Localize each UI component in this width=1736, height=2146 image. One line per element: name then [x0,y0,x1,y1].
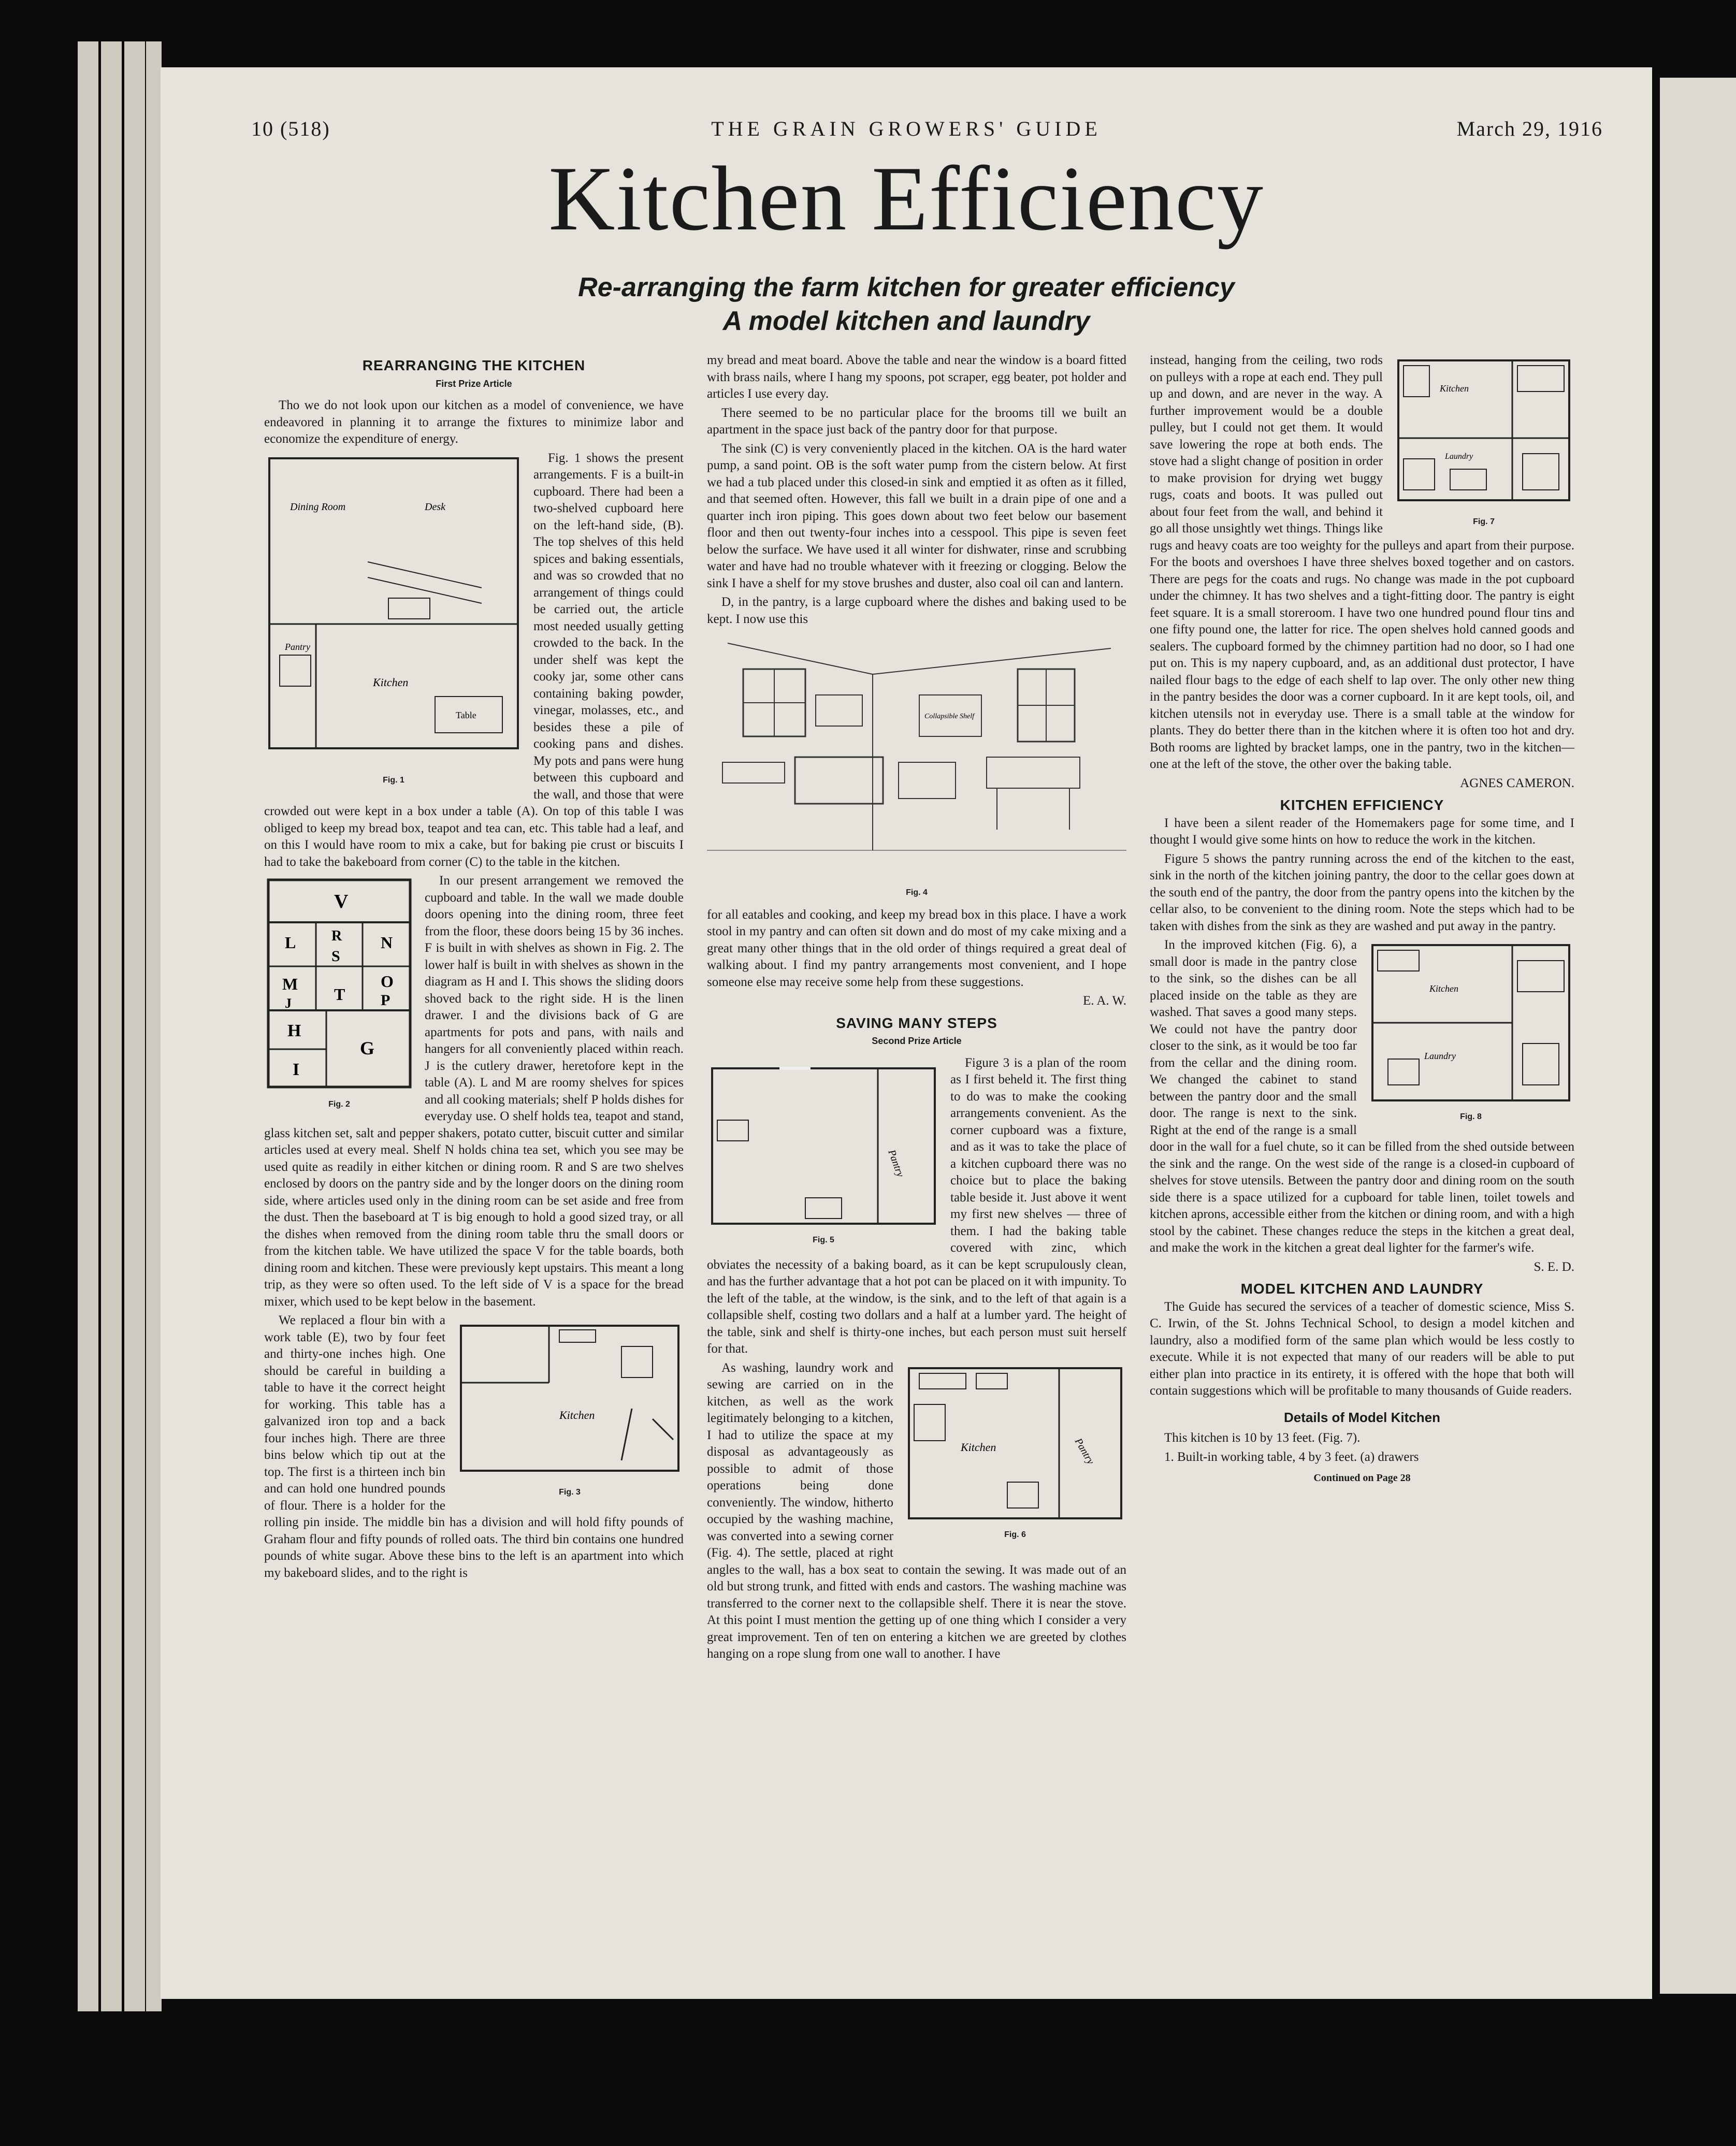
fig8-label-laundry: Laundry [1424,1051,1456,1061]
fig4-kitchen-illustration [707,633,1126,881]
fig2-letter-s: S [331,948,340,965]
paragraph: The Guide has secured the services of a teacher of domestic science, Miss S. C. Irwin, of the St. Johns Technical School, to design a model kitchen and laundry, also a modified form of the same plan which would be less costly to execute. While it is not expected that many of our readers will be able to put either plan into practice in its entirety, it is offered with the hope that both will contain suggestions which will be profitable to many thousands of Guide readers. [1150,1299,1574,1398]
article-heading: KITCHEN EFFICIENCY [1280,797,1444,813]
fig1-label-pantry: Pantry [285,641,310,652]
fig6-floorplan [904,1363,1126,1524]
fig2-letter-g: G [360,1038,375,1058]
fig2-letter-v: V [334,891,349,912]
paragraph: As washing, laundry work and sewing are carried on in the kitchen, as well as the work legitimately belonging to a kitchen, I had to utilize the space at my disposal as advantageously as possible to admit of those operations being done conveniently. The window, hitherto occupied by the washing machine, was converted into a sewing corner (Fig. 4). The settle, placed at right angles to the wall, has a box seat to contain the sewing. It was made out of an old but strong trunk, and fitted with ends and castors. The washing machine was transferred to the corner next to the collapsible shelf. There it is near the stove. At this point I must mention the getting up of one thing which I consider a very great improvement. Ten of ten on entering a kitchen we are greeted by clothes hanging on a rope slung from one wall to another. I have [707,1360,1126,1661]
paragraph: Tho we do not look upon our kitchen as a model of convenience, we have endeavored in planning it to arrange the fixtures to minimize labor and economize the expenditure of energy. [264,398,684,446]
fig1-floorplan [264,453,523,769]
page-edge [146,41,162,2011]
article-heading: MODEL KITCHEN AND LAUNDRY [1240,1281,1484,1297]
fig5-label-pantry: Pantry [886,1148,906,1179]
paragraph: In our present arrangement we removed the cupboard and table. In the wall we made double doors opening into the dining room, three feet from the floor, these doors being 15 by 36 inches. F is built in with shelves as shown in Fig. 2. The lower half is built in with shelves as shown in the diagram as H and I. This shows the sliding doors shoved back to the right side. H is the linen drawer. I and the divisions back of G are apartments for pots and pans, with nails and hangers for all conveniently placed within reach. J is the cutlery drawer, heretofore kept in the table (A). L and M are roomy shelves for spices and all cooking materials; shelf P holds dishes for everyday use. O shelf holds tea, teapot and stand, glass kitchen set, salt and pepper shakers, potato cutter, biscuit cutter and similar articles used at every meal. Shelf N holds china tea set, which you see may be used quite as readily in either kitchen or dining room. R and S are two shelves enclosed by doors on the pantry side and by the longer doors on the dining room side, where articles used only in the dining room can be set aside and free from the dust. Then the baseboard at T is big enough to hold a good sized tray, or all the dishes when removed from the dining room table thru the small doors or from the kitchen table. We have utilized the space V for the table boards, both dining room and kitchen. These were previously kept upstairs. This meant a long trip, as they were so often used. To the left side of V is a space for the bread mixer, which used to be kept below in the basement. [264,874,684,1309]
figure-5 [707,1058,940,1249]
fig2-letter-r: R [331,928,342,944]
fig2-caption: Fig. 2 [328,1100,350,1109]
fig7-label-laundry: Laundry [1445,452,1473,461]
page-edge [101,41,122,2011]
fig2-letter-p: P [381,992,390,1009]
paragraph: D, in the pantry, is a large cupboard where the dishes and baking used to be kept. I now use this [707,595,1126,626]
figure-2 [264,876,414,1113]
figure-7 [1393,355,1574,531]
column-1 [264,352,684,1584]
fig5-floorplan [707,1058,940,1229]
detail-line: This kitchen is 10 by 13 feet. (Fig. 7). [1164,1431,1361,1445]
paragraph: We replaced a flour bin with a work table (E), two by four feet and thirty-one inches high. One should be careful in building a table to have it the correct height for working. This table has a galvanized iron top and a back four inches high. There are three bins below which tip out at the top. The first is a thirteen inch bin and can hold one hundred pounds of flour. There is a holder for the rolling pin inside. The middle bin has a division and will hold fifty pounds of Graham flour and fifty pounds of rolled oats. The third bin contains one hundred pounds of white sugar. Above these bins to the left is an apartment into which my bakeboard slides, and to the right is [264,1313,684,1580]
continued-note: Continued on Page 28 [1313,1472,1411,1484]
fig8-floorplan [1367,940,1574,1106]
paragraph: I have been a silent reader of the Homemakers page for some time, and I thought I would give some hints on how to reduce the work in the kitchen. [1150,816,1574,847]
page-edge [124,41,145,2011]
fig2-letter-h: H [287,1021,301,1040]
newspaper-page [161,67,1652,1999]
article-heading: SAVING MANY STEPS [836,1014,997,1031]
paragraph: The sink (C) is very conveniently placed in the kitchen. OA is the hard water pump, a sand point. OB is the soft water pump from the cistern below. At first we had a tub placed under this closed-in sink and emptied it as often as it filled, and that seemed often. However, this fall we built in a drain pipe of one and a quarter inch iron piping. This goes down about two feet below our basement floor and then out twenty-four inches into a cesspool. This pipe is seven feet below the surface. We have used it all winter for dishwater, rinse and scrubbing water and have had no trouble whatever with it freezing or clogging. Below the sink I have a shelf for my stove brushes and duster, also coal oil can and lantern. [707,441,1126,590]
fig7-caption: Fig. 7 [1473,517,1495,526]
fig2-letter-i: I [293,1060,300,1079]
column-2 [707,352,1126,1665]
page-number: 10 (518) [251,117,330,140]
fig2-letter-j: J [285,996,292,1011]
fig5-caption: Fig. 5 [813,1235,834,1244]
paragraph: Fig. 1 shows the present arrangements. F is a built-in cupboard. There had been a two-shelved cupboard here on the left-hand side, (B). The top shelves of this held spices and baking essentials, and was so crowded that no arrangement of things could be carried out, the article most needed usually getting crowded to the back. In the under shelf was kept the cooky jar, some other cans containing baking powder, vinegar, molasses, etc., and besides these a pile of cooking pans and dishes. My pots and pans were hung between this cupboard and the wall, and those that were crowded out were kept in a box under a table (A). On top of this table I was obliged to keep my bread box, teapot and tea can, etc. This table had a leaf, and on this I would have room to mix a cake, but for baking pie crust or biscuits I had to take the bakeboard from corner (C) to the table in the kitchen. [264,451,684,869]
article-subheading: Second Prize Article [872,1036,962,1046]
paragraph: There seemed to be no particular place for the brooms till we built an apartment in the space just back of the pantry door for that purpose. [707,405,1126,437]
fig1-label-kitchen: Kitchen [373,675,409,689]
signature: AGNES CAMERON. [1460,776,1574,790]
fig1-label-table: Table [456,709,476,720]
column-3 [1150,352,1574,1487]
publication-name: THE GRAIN GROWERS' GUIDE [711,117,1102,140]
paragraph: Figure 3 is a plan of the room as I first beheld it. The first thing to do was to make the cooking arrangements convenient. As the corner cupboard was a fixture, and as it was to take the place of a kitchen cupboard there was no choice but to place the baking table beside it. Just above it went my first new shelves — three of them. I had the baking table covered with zinc, which obviates the necessity of a baking board, as it can be kept scrupulously clean, and has the further advantage that a hot pot can be placed on it with impunity. To the left of the table, at the window, is the sink, and to the left of that again is a collapsible shelf, costing two dollars and a half at a lumber yard. The height of the table, sink and shelf is thirty-one inches, but each person must suit herself for that. [707,1055,1126,1356]
facing-page-edge [1660,78,1736,1994]
fig2-cupboard-diagram [264,876,414,1093]
paragraph: Figure 5 shows the pantry running across the end of the kitchen to the east, sink in the north of the kitchen joining pantry, the door to the cellar goes down at the south end of the pantry, the door from the pantry opens into the kitchen by the cellar also, to be convenient to the dining room. Note the steps which had to be taken with dishes from the sink as they are washed and put away in the pantry. [1150,851,1574,933]
fig6-caption: Fig. 6 [1004,1530,1026,1539]
fig6-label-kitchen: Kitchen [961,1440,996,1454]
issue-date: March 29, 1916 [1456,117,1603,140]
figure-1 [264,453,523,789]
figure-6 [904,1363,1126,1544]
signature: S. E. D. [1534,1259,1574,1274]
fig2-letter-m: M [282,975,298,993]
fig8-caption: Fig. 8 [1460,1112,1482,1121]
detail-line: 1. Built-in working table, 4 by 3 feet. (a) drawers [1164,1449,1419,1464]
fig4-caption: Fig. 4 [906,888,928,897]
fig7-floorplan [1393,355,1574,511]
details-heading: Details of Model Kitchen [1284,1409,1440,1425]
subtitle-2: A model kitchen and laundry [722,306,1090,336]
figure-4 [707,633,1126,902]
page-title: Kitchen Efficiency [548,147,1264,250]
paragraph: for all eatables and cooking, and keep my bread box in this place. I have a work stool in my pantry and can often sit down and do most of my cake mixing and a great many other things that in the old order of things required a great deal of walking about. I find my pantry arrangements most convenient, and I hope someone else may receive some help from these suggestions. [707,907,1126,989]
fig2-letter-l: L [285,933,296,952]
article-subheading: First Prize Article [436,378,512,389]
fig1-caption: Fig. 1 [383,775,404,785]
fig3-floorplan [456,1315,684,1481]
paragraph: In the improved kitchen (Fig. 6), a small door is made in the pantry close to the sink, so the dishes can be all placed inside on the table as they are washed. That saves a good many steps. We could not have the pantry door closer to the sink, as it would be too far from the cellar and the dining room. We changed the cabinet to stand between the pantry door and the small door. The range is next to the sink. Right at the end of the range is a small door in the wall for a fuel chute, so it can be filled from the shed outside between the sink and the range. On the west side of the range is a closed-in cupboard of shelves for stove utensils. Between the pantry door and dining room on the south side there is a space utilized for a cupboard for table linen, toilet towels and kitchen aprons, accessible either from the kitchen or dining room, and with a high stool by the cabinet. These changes reduce the steps in the kitchen a great deal, and make the work in the kitchen a great deal lighter for the farmer's wife. [1150,938,1574,1255]
fig2-letter-n: N [381,933,393,952]
article-heading: REARRANGING THE KITCHEN [362,357,586,373]
paragraph: my bread and meat board. Above the table and near the window is a board fitted with brass nails, where I hang my spoons, pot scraper, egg beater, pot holder and articles I use every day. [707,353,1126,401]
fig3-caption: Fig. 3 [559,1488,581,1497]
fig3-label-kitchen: Kitchen [559,1409,595,1422]
page-edge [78,41,98,2011]
fig1-label-desk: Desk [425,501,445,513]
fig8-label-kitchen: Kitchen [1429,983,1458,994]
figure-3 [456,1315,684,1501]
fig4-sign: Collapsible Shelf [924,713,975,720]
fig2-letter-o: O [381,972,394,991]
fig7-label-kitchen: Kitchen [1440,383,1469,394]
signature: E. A. W. [1082,994,1126,1008]
fig6-label-pantry: Pantry [1072,1436,1096,1467]
fig1-label-dining: Dining Room [290,501,346,513]
subtitle-1: Re-arranging the farm kitchen for greater efficiency [578,272,1235,302]
paragraph: instead, hanging from the ceiling, two rods on pulleys with a rope at each end. They pull up and down, and are never in the way. A further improvement would be a double pulley, but I could not get them. It would save lowering the rope at both ends. The stove had a slight change of position in order to make provision for drying wet buggy rugs, coats and boots. It was pulled out about four feet from the wall, and behind it go all those unsightly wet things. Things like rugs and heavy coats are too weighty for the pulleys and apart from their purpose. For the boots and overshoes I have three shelves boxed together and on castors. There are pegs for the coats and rugs. No change was made in the pot cupboard under the chimney. It has two shelves and a tight-fitting door. The pantry is eight feet square. It is a small storeroom. I have two one hundred pound flour tins and one fifty pound one, the latter for rice. The open shelves hold canned goods and sealers. The cupboard formed by the chimney partition had no door, so I had one put on. This is my napery cupboard, and, as an additional dust protector, I have nailed flour bags to the edge of each shelf to lap over. The only other new thing in the pantry besides the door was a corner cupboard. In it are kept tools, oil, and kitchen utensils not in everyday use. There is a small table at the window for plants. They do better there than in the kitchen where it is often too hot and dry. Both rooms are lighted by bracket lamps, one in the pantry, two in the kitchen—one at the left of the stove, the other over the baking table. [1150,353,1574,771]
fig2-letter-t: T [334,985,345,1004]
figure-8 [1367,940,1574,1126]
